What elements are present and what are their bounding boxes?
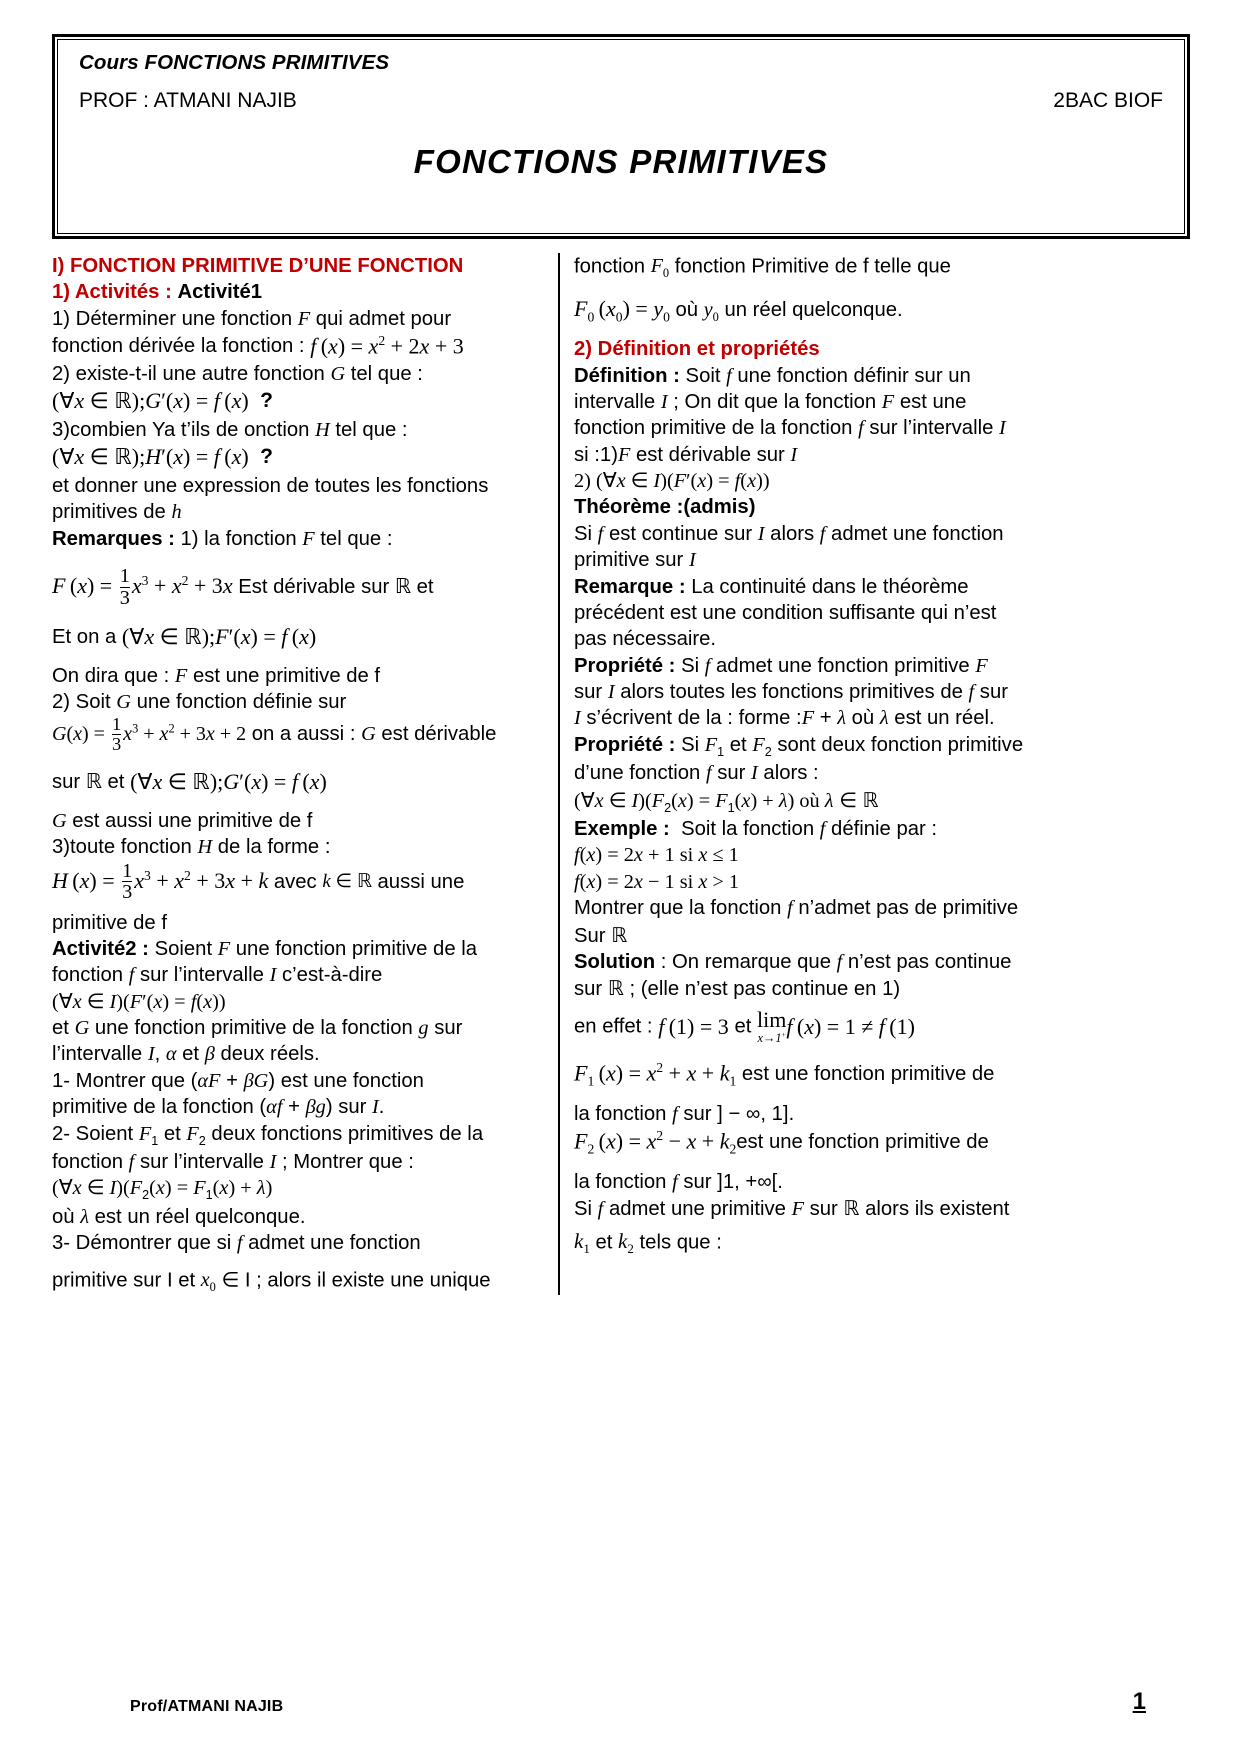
activite2-line-3: et G une fonction primitive de la fonction g sur (52, 1017, 463, 1040)
activite2-equation-1: (∀x ∈ I)(F′(x) = f(x)) (52, 990, 226, 1013)
activite2-line-10: 3- Démontrer que si f admet une fonction (52, 1232, 421, 1255)
activite2-line-1 (52, 936, 544, 962)
remarque-line-2: précédent est une condition suffisante qui n’est (574, 601, 997, 624)
activite2-l11-b: ∈ I ; alors il existe une unique (221, 1268, 491, 1291)
right-top-a: fonction (574, 255, 646, 278)
page-footer (52, 1688, 1190, 1716)
soit-g-end: une fonction définie sur (136, 690, 347, 713)
equation-G-after-end: est dérivable (381, 723, 497, 746)
activite2-l2-end: sur l’intervalle (139, 964, 264, 987)
footer-page-number: 1 (1132, 1688, 1146, 1715)
remarque-l1: La continuité dans le théorème (691, 575, 969, 598)
activite2-line-6: primitive de la fonction (αf + βg) sur I. (52, 1096, 385, 1119)
en-effet-equation-2: f (x) = 1 ≠ f (1) (786, 1013, 915, 1039)
limit-operator: lim x→1+ (757, 1006, 787, 1045)
activite2-line-2 (52, 962, 544, 988)
k1k2-end: tels que : (639, 1231, 722, 1254)
course-label: Cours FONCTIONS PRIMITIVES (79, 51, 390, 74)
document-title: FONCTIONS PRIMITIVES (413, 143, 829, 180)
k1k2-et: et (595, 1231, 613, 1254)
definition-line-5: 2) (∀x ∈ I)(F′(x) = f(x)) (574, 470, 770, 493)
toute-fonction-end: de la forme : (217, 836, 331, 859)
equation-G-definition-line (52, 715, 544, 754)
propriete1-line-3: I s’écrivent de la : forme :F + λ où λ est un réel. (574, 707, 995, 730)
propriete2-line-1: Propriété : Si $F_1$ et $F_2$ sont deux fonction primitive (574, 733, 1024, 759)
equation-F0-var: $y_0$ (703, 298, 719, 324)
equation-et-on-a: (∀x ∈ ℝ);F′(x) = f (x) (121, 623, 317, 650)
right-top-line (574, 253, 1066, 281)
activite2-equation-2: (∀x ∈ $I)(F_2(x) = F_1(x) + \lambda)$ (52, 1177, 273, 1203)
theoreme-line-1: Si f est continue sur I alors f admet une fonction (574, 522, 1004, 545)
level-label: 2BAC BIOF (1053, 89, 1163, 112)
section-heading-2: 2) Définition et propriétés (574, 338, 820, 361)
q3-var: H (315, 419, 330, 442)
equation-G-after-var: G (361, 723, 376, 746)
equation-F2: $F_2$ $(x) = x^2 - x + k_2$ (574, 1128, 737, 1157)
propriete1-line-2: sur I alors toutes les fonctions primitives de f sur (574, 681, 1008, 704)
equation-H-definition-line (52, 861, 544, 904)
equation-F2-after: est une fonction primitive de (736, 1131, 989, 1154)
toute-fonction-var: H (197, 836, 213, 859)
remarques-line (52, 526, 544, 552)
remarques-label: Remarques : (52, 527, 175, 550)
q3-end: tel que : (335, 419, 408, 442)
equation-F-definition: F (x) = $\frac{1}{3}$ $x^3 + x^2 + 3x$ (52, 565, 233, 609)
en-effet-equation-1: f (1) = 3 (658, 1013, 729, 1039)
sur-r-text: sur ℝ et (52, 771, 125, 794)
equation-G-definition: G(x) = $\frac{1}{3}$ $x^3 + x^2 + 3x + 2$ (52, 714, 247, 755)
theoreme-line-2: primitive sur I (574, 549, 696, 572)
equation-f-definition: f $(x) = x^2 + 2x + 3$ (310, 333, 464, 359)
equation-q3: (∀x ∈ ℝ);H′(x) = f (x) ? (52, 444, 274, 471)
activite2-l1-end: une fonction primitive de la (235, 937, 478, 960)
header-box (52, 34, 1190, 239)
section-heading-1: I) FONCTION PRIMITIVE D’UNE FONCTION (52, 255, 464, 277)
definition-line-2: intervalle I ; On dit que la fonction F est une (574, 390, 967, 413)
equation-F1-line-2: la fonction f sur ] − ∞, 1]. (574, 1102, 795, 1125)
g-aussi-text: est aussi une primitive de f (72, 809, 313, 832)
propriete2-line-2: d’une fonction f sur I alors : (574, 762, 819, 785)
remarques-text: 1) la fonction (180, 527, 297, 550)
definition-label: Définition : (574, 364, 680, 387)
remarque-line-1 (574, 574, 1066, 600)
activite2-l11-a: primitive sur I et (52, 1268, 196, 1291)
question-3-line-b: et donner une expression de toutes les fonctions (52, 474, 489, 497)
equation-F1: $F_1$ $(x) = x^2 + x + k_1$ (574, 1060, 737, 1090)
subsection-heading-activites (52, 279, 544, 305)
propriete2-label: Propriété : (574, 733, 676, 756)
activite2-line-7: 2- Soient $F_1$ et $F_2$ deux fonctions primitives de la (52, 1122, 484, 1148)
equation-F1-line (574, 1059, 1066, 1090)
question-3-line (52, 417, 544, 443)
on-dira-end: est une primitive de f (192, 664, 381, 687)
soit-g-var: G (116, 690, 131, 713)
line-sur-R (52, 768, 544, 798)
right-column (560, 253, 1066, 1295)
q1a-text: 1) Déterminer une fonction (52, 307, 293, 330)
remarque-label: Remarque : (574, 575, 686, 598)
activite2-label: Activité2 : (52, 937, 149, 960)
question-2-line (52, 361, 544, 387)
header-row (73, 89, 1169, 113)
equation-F-definition-after: Est dérivable sur ℝ et (238, 575, 434, 598)
activite2-l2-end2: c’est-à-dire (282, 964, 383, 987)
g-aussi-var: G (52, 809, 67, 832)
propriete1-line-1: Propriété : Si f admet une fonction primitive F (574, 654, 988, 677)
subsection-heading-red: 1) Activités : (52, 281, 172, 304)
exemple-line-3: f(x) = 2x − 1 si x > 1 (574, 870, 740, 893)
solution-label: Solution (574, 950, 656, 973)
line-primitive-de-f: primitive de f (52, 911, 167, 934)
professor-label: PROF : ATMANI NAJIB (79, 89, 297, 112)
line-G-aussi-primitive (52, 808, 544, 834)
solution-line-2: sur ℝ ; (elle n’est pas continue en 1) (574, 976, 901, 1001)
activite2-line-11 (52, 1267, 544, 1295)
subsection-heading-black: Activité1 (177, 281, 263, 304)
equation-sur-R: (∀x ∈ ℝ);G′(x) = f (x) (130, 769, 327, 796)
en-effet-prefix: en effet : (574, 1015, 653, 1038)
footer-author: Prof/ATMANI NAJIB (130, 1698, 284, 1715)
q2-var: G (330, 363, 346, 386)
activite2-line-5: 1- Montrer que (αF + βG) est une fonction (52, 1069, 424, 1092)
propriete1-label: Propriété : (574, 654, 676, 677)
propriete2-line-3: (∀x ∈ $I)(F_2(x) = F_1(x) + \lambda)$ où λ ∈ ℝ (574, 787, 879, 815)
theoreme-label: Théorème :(admis) (574, 496, 756, 519)
remarques-var: F (302, 527, 315, 550)
line-k1-k2 (574, 1228, 1066, 1258)
exemple-line-4: Montrer que la fonction f n’admet pas de primitive (574, 897, 1019, 920)
q2-end: tel que : (350, 363, 423, 386)
activite2-line-4: l’intervalle I, α et β deux réels. (52, 1043, 320, 1066)
equation-H-avec: avec (273, 870, 317, 893)
equation-F2-line-2: la fonction f sur ]1, +∞[. (574, 1170, 783, 1193)
k2-symbol: $k_2$ (618, 1229, 634, 1257)
activite2-l2-var2: I (269, 964, 277, 987)
question-1-line-b (52, 332, 544, 361)
right-top-b: fonction Primitive de f telle que (674, 255, 951, 278)
equation-F0: $F_0$ $(x_0) = y_0$ (574, 296, 670, 325)
equation-F0-line (574, 295, 1066, 326)
line-et-on-a (52, 623, 544, 653)
left-column (52, 253, 558, 1295)
activite2-l2-text: fonction (52, 964, 124, 987)
soit-g-text: 2) Soit (52, 690, 111, 713)
exemple-line-5: Sur ℝ (574, 922, 628, 947)
equation-H-definition: H (x) = $\frac{1}{3}$ $x^3 + x^2 + 3x + k$ (52, 859, 269, 904)
q1b-text: fonction dérivée la fonction : (52, 334, 305, 357)
en-effet-et: et (734, 1015, 752, 1038)
line-on-dira (52, 663, 544, 689)
activite2-line-8: fonction f sur l’intervalle I ; Montrer que : (52, 1151, 414, 1173)
equation-F0-after: où (675, 299, 699, 322)
body-columns (52, 253, 1190, 1295)
question-3-line-c (52, 499, 544, 525)
q1a-var: F (297, 307, 311, 330)
exemple-label: Exemple : (574, 818, 670, 841)
equation-F1-after: est une fonction primitive de (741, 1063, 995, 1086)
equation-q2: (∀x ∈ ℝ);G′(x) = f (x) ? (52, 388, 274, 415)
activite2-l11-var: $x_0$ (200, 1268, 216, 1294)
activite2-l1-var: F (217, 937, 231, 960)
q3-text: 3)combien Ya t’ils de onction (52, 419, 310, 442)
activite2-line-9: où λ est un réel quelconque. (52, 1205, 306, 1228)
on-dira-var: F (174, 664, 188, 687)
equation-F-definition-line (52, 566, 544, 609)
equation-H-k: k ∈ ℝ (322, 870, 372, 893)
definition-line-4: si :1)F est dérivable sur I (574, 443, 798, 466)
line-2-soit-G (52, 689, 544, 715)
equation-F0-end: un réel quelconque. (724, 299, 903, 322)
q3c-text: primitives de (52, 501, 166, 524)
remarques-end: tel que : (320, 527, 393, 550)
remarque-line-3: pas nécessaire. (574, 628, 717, 651)
q2-text: 2) existe-t-il une autre fonction (52, 363, 325, 386)
right-top-var: $F_0$ (650, 255, 670, 280)
definition-line-1: Définition : Soit f une fonction définir sur un (574, 364, 971, 387)
k1-symbol: $k_1$ (574, 1229, 590, 1257)
exemple-line-2: f(x) = 2x + 1 si x ≤ 1 (574, 844, 739, 867)
q3c-var: h (171, 501, 182, 524)
equation-H-after: aussi une (377, 870, 465, 893)
equation-F2-line (574, 1127, 1066, 1158)
en-effet-line (574, 1006, 1066, 1046)
activite2-l2-var: f (128, 964, 135, 987)
et-on-a-text: Et on a (52, 626, 117, 649)
exemple-line-1: Exemple : Soit la fonction f définie par : (574, 818, 938, 841)
equation-G-after: on a aussi : (251, 723, 356, 746)
line-3-toute-fonction (52, 834, 544, 860)
question-1-line-a (52, 306, 544, 332)
line-si-f-admet: Si f admet une primitive F sur ℝ alors ils existent (574, 1195, 1010, 1220)
definition-line-3: fonction primitive de la fonction f sur l’intervalle I (574, 417, 1006, 440)
activite2-l1-text: Soient (154, 937, 213, 960)
toute-fonction-text: 3)toute fonction (52, 836, 192, 859)
on-dira-text: On dira que : (52, 664, 170, 687)
q1a-end: qui admet pour (315, 307, 452, 330)
solution-line-1: Solution : On remarque que f n’est pas continue (574, 950, 1012, 973)
